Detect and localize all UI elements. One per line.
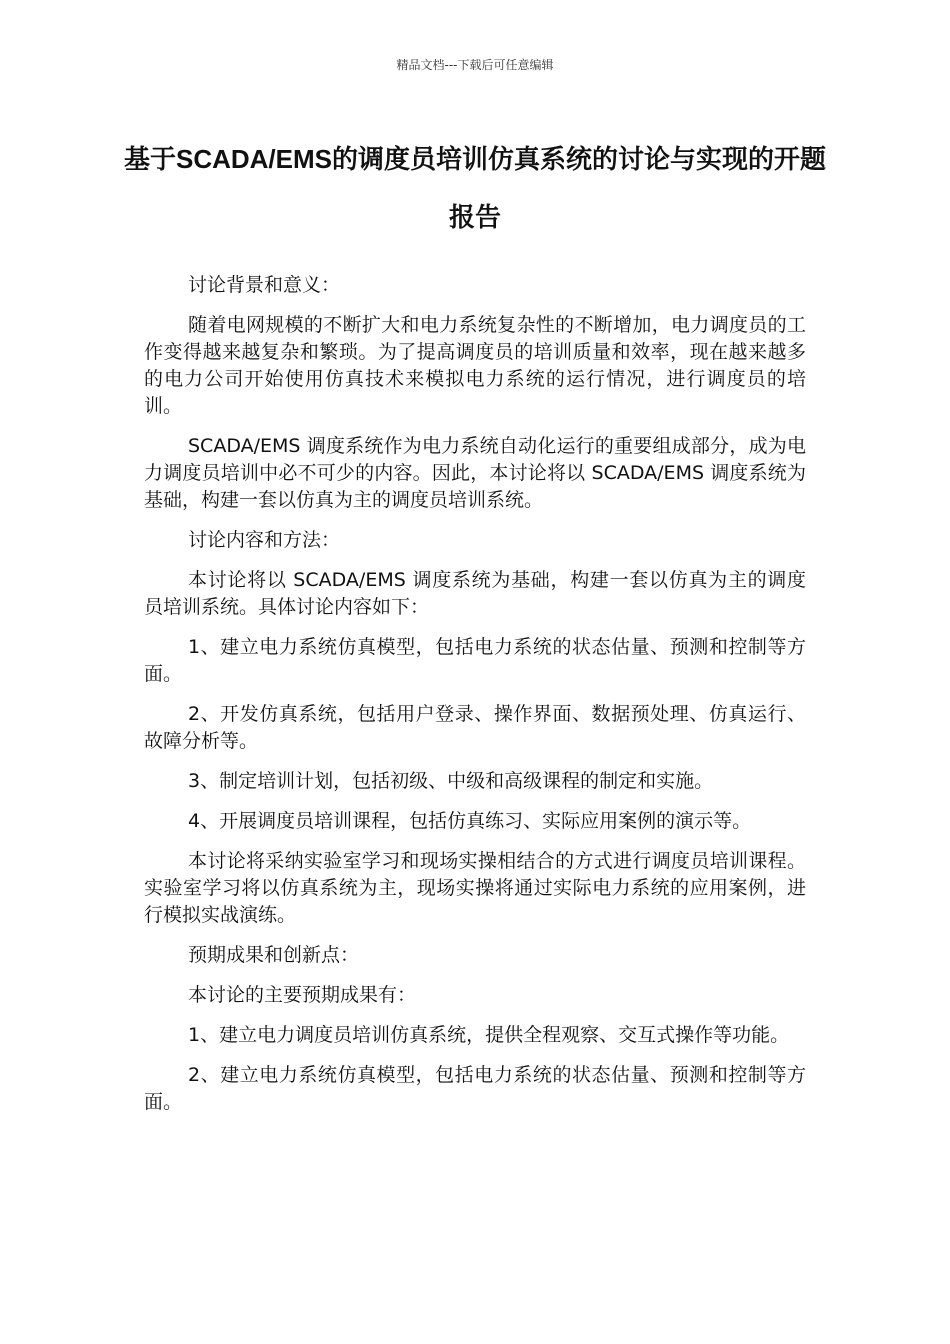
list-item: 2、建立电力系统仿真模型，包括电力系统的状态估量、预测和控制等方面。	[144, 1064, 806, 1113]
heading-background: 讨论背景和意义：	[188, 274, 341, 296]
paragraph: 本讨论将以 SCADA/EMS 调度系统为基础，构建一套以仿真为主的调度员培训系统。具体讨论内容如下：	[144, 569, 806, 618]
paragraph: 随着电网规模的不断扩大和电力系统复杂性的不断增加，电力调度员的工作变得越来越复杂和繁琐。为了提高调度员的培训质量和效率，现在越来越多的电力公司开始使用仿真技术来模拟电力系统的运行情况，进行调度员的培训。	[144, 314, 806, 417]
document-body	[144, 272, 806, 1129]
paragraph: 本讨论的主要预期成果有：	[188, 984, 417, 1006]
list-item: 1、建立电力系统仿真模型，包括电力系统的状态估量、预测和控制等方面。	[144, 636, 806, 685]
list-item: 1、建立电力调度员培训仿真系统，提供全程观察、交互式操作等功能。	[188, 1024, 790, 1046]
heading-content-method: 讨论内容和方法：	[188, 529, 341, 551]
heading-expected-results: 预期成果和创新点：	[188, 944, 360, 966]
page-header: 精品文档---下载后可任意编辑	[396, 58, 554, 72]
list-item: 3、制定培训计划，包括初级、中级和高级课程的制定和实施。	[188, 770, 714, 792]
list-item: 2、开发仿真系统，包括用户登录、操作界面、数据预处理、仿真运行、故障分析等。	[144, 703, 806, 752]
document-title: 基于SCADA/EMS的调度员培训仿真系统的讨论与实现的开题报告	[123, 144, 826, 232]
list-item: 4、开展调度员培训课程，包括仿真练习、实际应用案例的演示等。	[188, 810, 752, 832]
paragraph: 本讨论将采纳实验室学习和现场实操相结合的方式进行调度员培训课程。实验室学习将以仿真系统为主，现场实操将通过实际电力系统的应用案例，进行模拟实战演练。	[144, 850, 806, 926]
paragraph: SCADA/EMS 调度系统作为电力系统自动化运行的重要组成部分，成为电力调度员培训中必不可少的内容。因此，本讨论将以 SCADA/EMS 调度系统为基础，构建一套以仿真为主的调度员培训系统。	[144, 435, 806, 511]
